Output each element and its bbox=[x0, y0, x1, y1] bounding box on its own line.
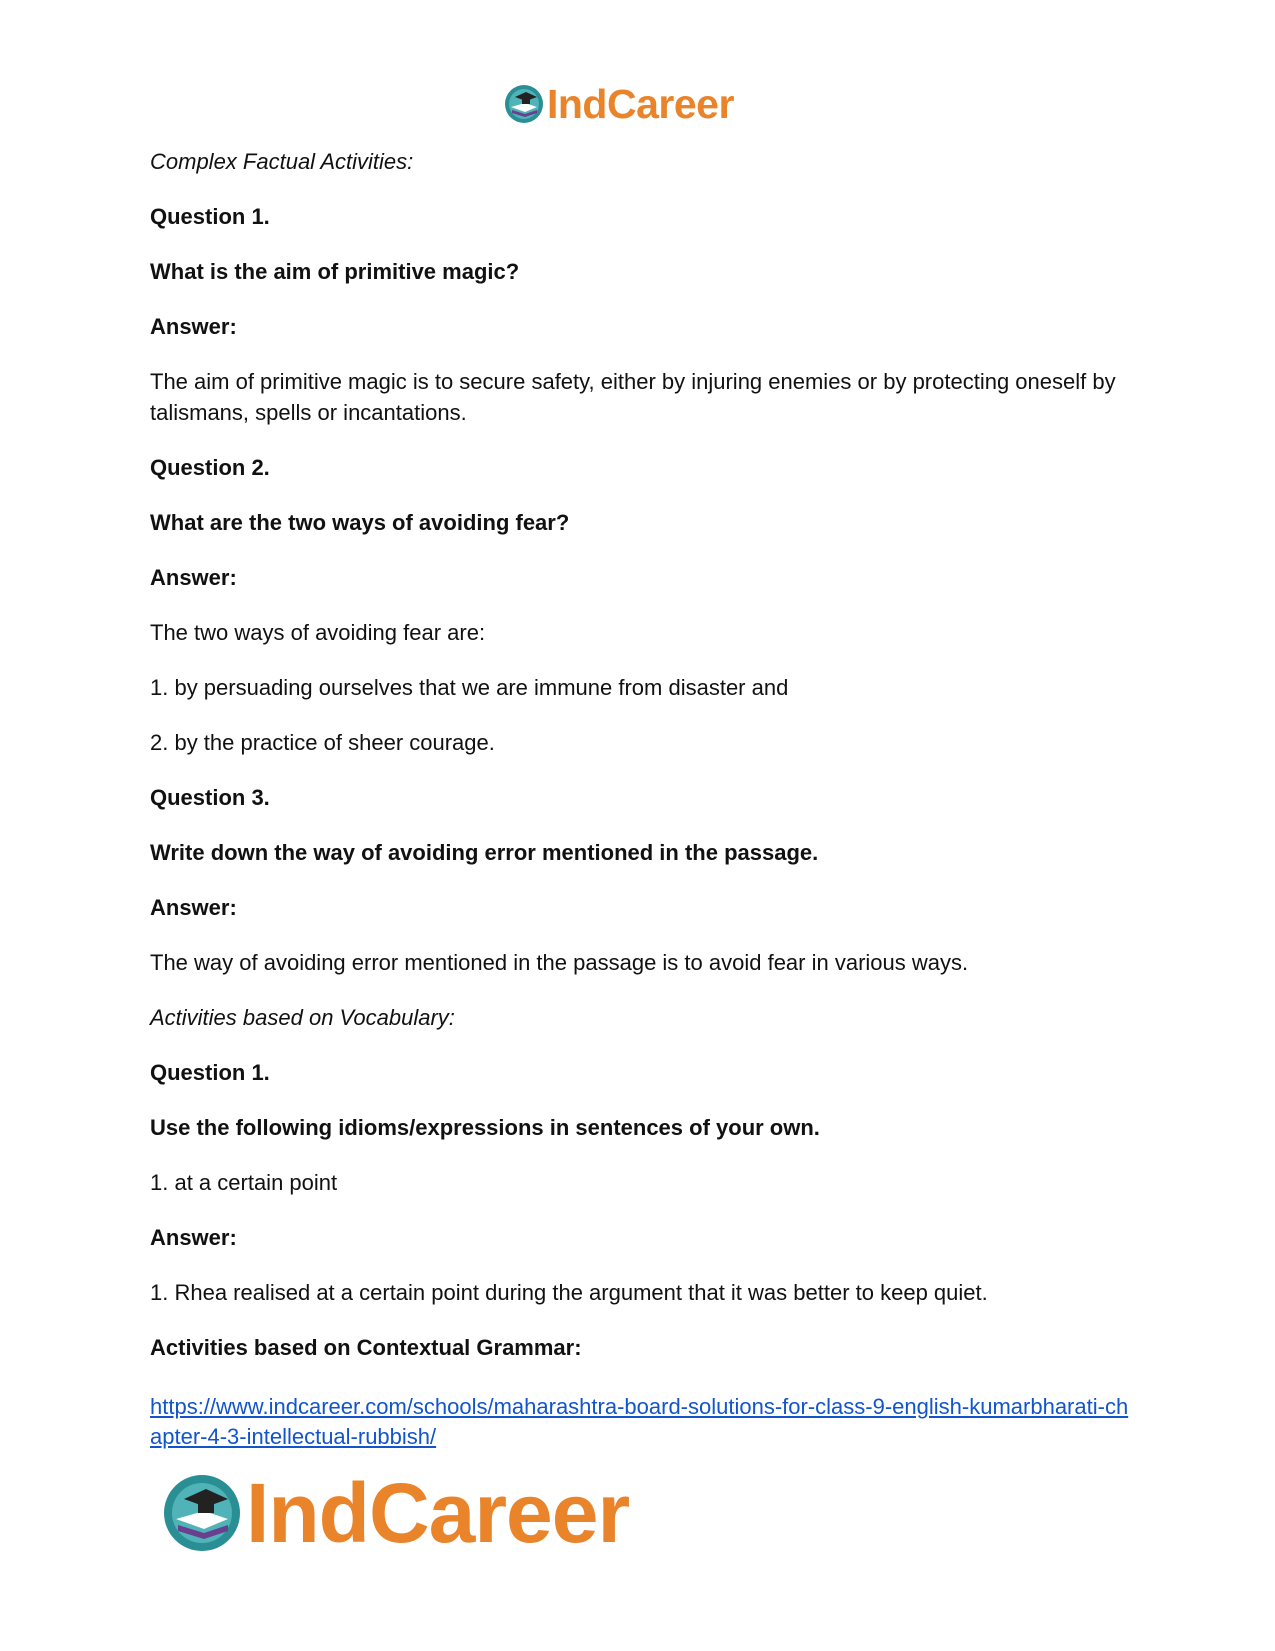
answer-label: Answer: bbox=[150, 565, 237, 590]
answer-text: The way of avoiding error mentioned in the passage is to avoid fear in various ways. bbox=[150, 950, 969, 975]
question-text: Use the following idioms/expressions in sentences of your own. bbox=[150, 1115, 820, 1140]
section-heading: Activities based on Contextual Grammar: bbox=[150, 1335, 582, 1360]
question-number: Question 1. bbox=[150, 1060, 270, 1085]
question-text: What are the two ways of avoiding fear? bbox=[150, 510, 570, 535]
answer-list-item: 1. by persuading ourselves that we are immune from disaster and bbox=[150, 675, 789, 700]
question-number: Question 1. bbox=[150, 204, 270, 229]
header-logo-text: IndCareer bbox=[547, 81, 734, 127]
question-number: Question 3. bbox=[150, 785, 270, 810]
document-body bbox=[150, 146, 1130, 1387]
answer-label: Answer: bbox=[150, 1225, 237, 1250]
section-heading: Activities based on Vocabulary: bbox=[150, 1005, 455, 1030]
answer-text: The two ways of avoiding fear are: bbox=[150, 620, 486, 645]
graduation-cap-book-icon bbox=[160, 1471, 244, 1555]
question-text: Write down the way of avoiding error mentioned in the passage. bbox=[150, 840, 819, 865]
question-list-item: 1. at a certain point bbox=[150, 1170, 338, 1195]
answer-text: 1. Rhea realised at a certain point during the argument that it was better to keep quiet. bbox=[150, 1280, 988, 1305]
answer-label: Answer: bbox=[150, 314, 237, 339]
answer-text: The aim of primitive magic is to secure safety, either by injuring enemies or by protecting oneself by talismans, spells or incantations. bbox=[150, 369, 1116, 425]
section-heading: Complex Factual Activities: bbox=[150, 149, 414, 174]
source-url-link[interactable]: https://www.indcareer.com/schools/maharashtra-board-solutions-for-class-9-english-kumarbharati-chapter-4-3-intellectual-rubbish/ bbox=[150, 1394, 1129, 1449]
header-logo bbox=[503, 80, 734, 128]
footer-logo bbox=[160, 1468, 629, 1558]
answer-label: Answer: bbox=[150, 895, 237, 920]
footer-logo-text: IndCareer bbox=[246, 1466, 630, 1560]
question-text: What is the aim of primitive magic? bbox=[150, 259, 520, 284]
question-number: Question 2. bbox=[150, 455, 270, 480]
answer-list-item: 2. by the practice of sheer courage. bbox=[150, 730, 495, 755]
graduation-cap-book-icon bbox=[503, 83, 545, 125]
